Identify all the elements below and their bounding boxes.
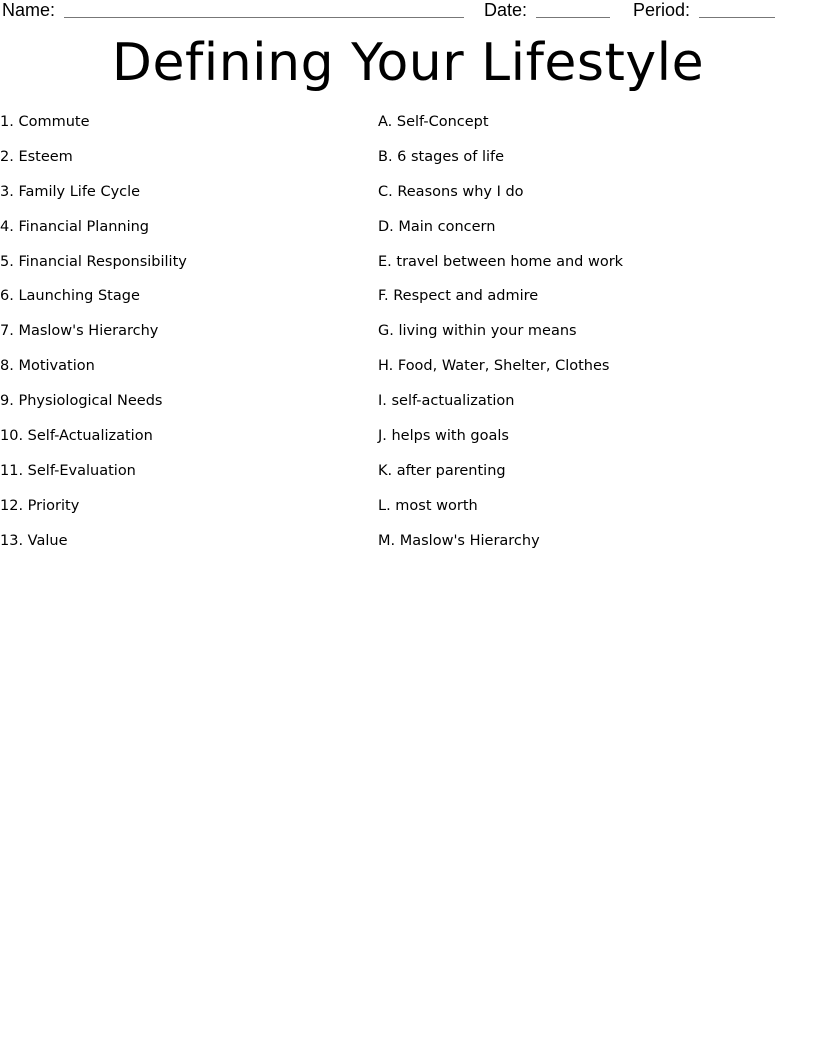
worksheet-header [0, 0, 816, 22]
definition-item: J. helps with goals [378, 428, 509, 445]
definition-item: M. Maslow's Hierarchy [378, 532, 540, 549]
date-blank-line[interactable] [536, 17, 610, 18]
definition-item: B. 6 stages of life [378, 148, 505, 165]
term-item: 10. Self-Actualization [0, 428, 153, 445]
definition-item: E. travel between home and work [378, 253, 624, 270]
term-item: 4. Financial Planning [0, 218, 150, 235]
name-label: Name: [2, 0, 56, 20]
term-item: 5. Financial Responsibility [0, 253, 187, 270]
term-list [0, 112, 187, 566]
term-item: 8. Motivation [0, 358, 95, 375]
term-item: 1. Commute [0, 114, 90, 130]
definition-item: L. most worth [378, 497, 478, 514]
period-label: Period: [633, 0, 691, 20]
name-field [2, 0, 55, 20]
date-label: Date: [484, 0, 528, 20]
term-item: 12. Priority [0, 497, 80, 514]
term-item: 6. Launching Stage [0, 288, 140, 305]
term-item: 7. Maslow's Hierarchy [0, 323, 159, 340]
term-item: 9. Physiological Needs [0, 393, 163, 410]
term-item: 11. Self-Evaluation [0, 462, 136, 479]
definition-list [378, 112, 623, 566]
definition-item: F. Respect and admire [378, 288, 539, 305]
definition-item: A. Self-Concept [378, 114, 489, 130]
period-blank-line[interactable] [699, 17, 775, 18]
definition-item: H. Food, Water, Shelter, Clothes [378, 358, 610, 375]
definition-item: I. self-actualization [378, 393, 515, 410]
term-item: 3. Family Life Cycle [0, 183, 141, 200]
name-blank-line[interactable] [64, 17, 464, 18]
date-field [484, 0, 527, 20]
definition-item: G. living within your means [378, 323, 577, 340]
period-field [633, 0, 690, 20]
term-item: 2. Esteem [0, 148, 73, 165]
definition-item: C. Reasons why I do [378, 183, 524, 200]
definition-item: K. after parenting [378, 462, 506, 479]
worksheet-title: Defining Your Lifestyle [111, 33, 705, 93]
term-item: 13. Value [0, 532, 68, 549]
definition-item: D. Main concern [378, 218, 496, 235]
